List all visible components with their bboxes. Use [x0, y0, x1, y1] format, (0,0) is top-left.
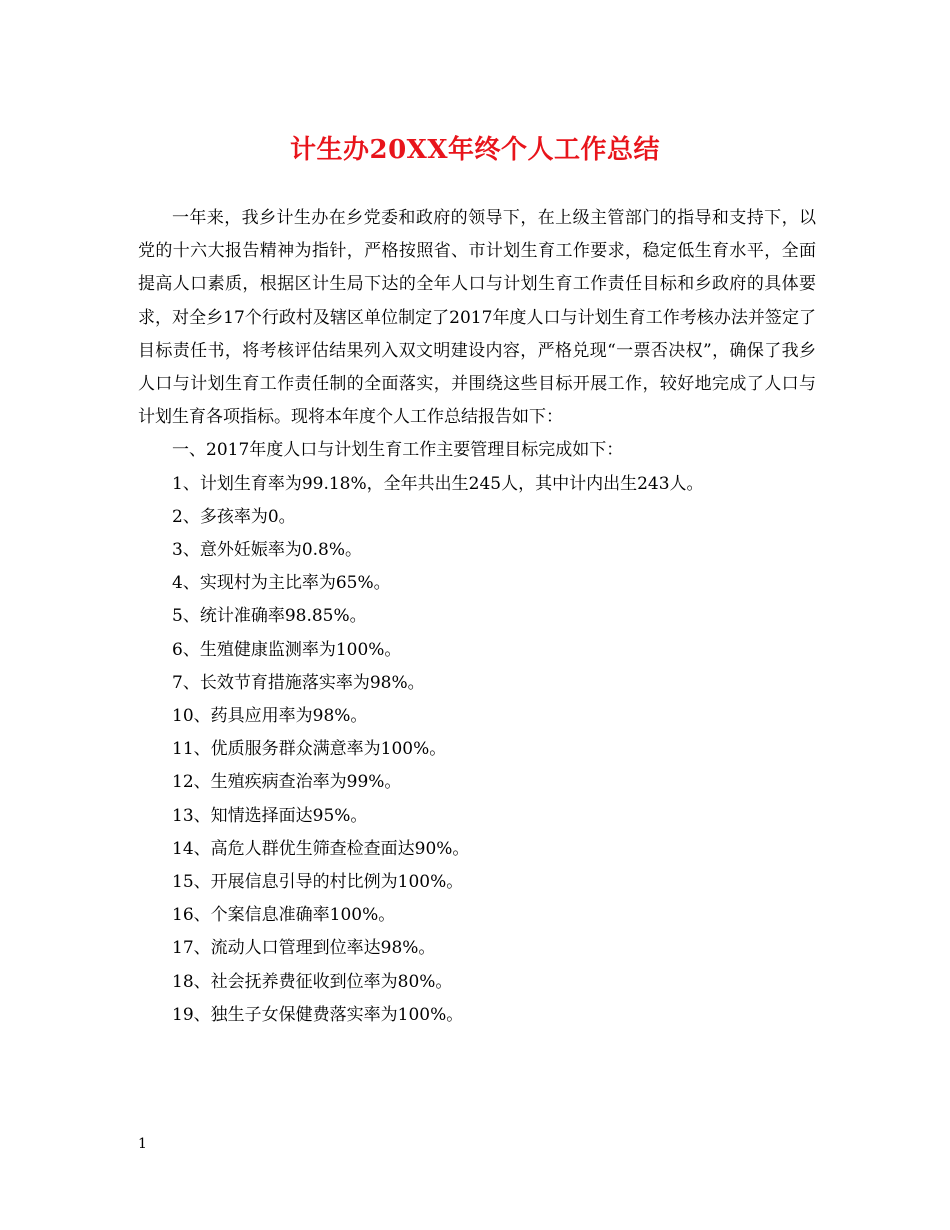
- list-item: 7、长效节育措施落实率为98%。: [172, 672, 425, 693]
- list-item: 17、流动人口管理到位率达98%。: [172, 938, 436, 959]
- page-number: 1: [138, 1136, 147, 1152]
- list-item: 14、高危人群优生筛查检查面达90%。: [172, 838, 470, 859]
- list-item: 12、生殖疾病查治率为99%。: [172, 772, 402, 793]
- document-body: [138, 202, 816, 1032]
- list-item: 11、优质服务群众满意率为100%。: [172, 739, 447, 760]
- list-item: 4、实现村为主比率为65%。: [172, 573, 391, 594]
- list-item: 13、知情选择面达95%。: [172, 805, 368, 826]
- list-item: 5、统计准确率98.85%。: [172, 606, 367, 627]
- list-item: 18、社会抚养费征收到位率为80%。: [172, 971, 453, 992]
- list-item: 10、药具应用率为98%。: [172, 706, 368, 727]
- section-heading: 一、2017年度人口与计划生育工作主要管理目标完成如下：: [172, 440, 624, 461]
- list-item: 2、多孩率为0。: [172, 506, 296, 527]
- list-item: 19、独生子女保健费落实率为100%。: [172, 1004, 464, 1025]
- list-item: 1、计划生育率为99.18%，全年共出生245人，其中计内出生243人。: [172, 473, 704, 494]
- list-item: 3、意外妊娠率为0.8%。: [172, 540, 363, 561]
- list-item: 15、开展信息引导的村比例为100%。: [172, 872, 464, 893]
- document-title: 计生办20XX年终个人工作总结: [289, 135, 661, 165]
- intro-paragraph: 一年来，我乡计生办在乡党委和政府的领导下，在上级主管部门的指导和支持下，以党的十六大报告精神为指针，严格按照省、市计划生育工作要求，稳定低生育水平，全面提高人口素质，根据区计生局下达的全年人口与计划生育工作责任目标和乡政府的具体要求，对全乡17个行政村及辖区单位制定了2017年度人口与计划生育工作考核办法并签定了目标责任书，将考核评估结果列入双文明建设内容，严格兑现“一票否决权”，确保了我乡人口与计划生育工作责任制的全面落实，并围绕这些目标开展工作，较好地完成了人口与计划生育各项指标。现将本年度个人工作总结报告如下：: [138, 208, 816, 428]
- list-item: 6、生殖健康监测率为100%。: [172, 639, 402, 660]
- list-item: 16、个案信息准确率100%。: [172, 905, 396, 926]
